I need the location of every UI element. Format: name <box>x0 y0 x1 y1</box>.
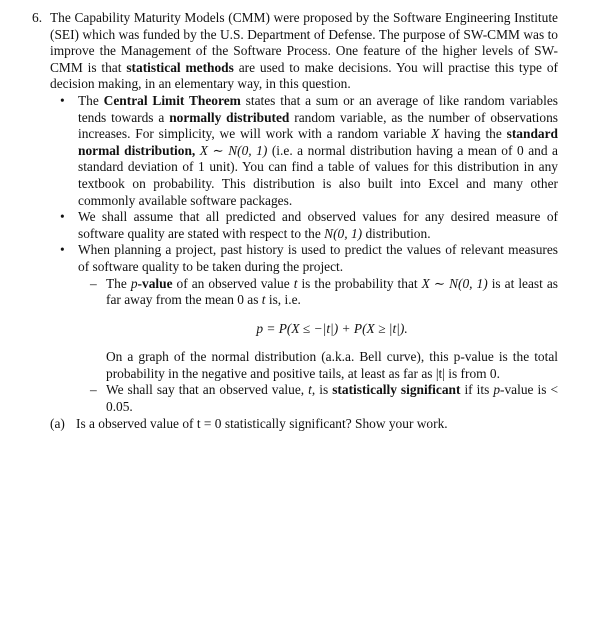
math-expression: X ∼ N(0, 1) <box>195 142 268 158</box>
question-body <box>50 10 558 432</box>
bullet-item-clt <box>60 92 559 209</box>
bullet-icon: • <box>60 92 65 108</box>
math-expression: N(0, 1) <box>324 225 363 241</box>
bullet-icon: • <box>60 209 65 225</box>
bullet-bold: standard normal distribution, <box>78 126 558 158</box>
bullet-text: When planning a project, past history is used to predict the values of relevant measures of software quality to be taken during the project. <box>78 242 558 274</box>
dash-text: is at least as far away from the mean 0 as <box>106 275 559 308</box>
pvalue-formula: p = P(X ≤ −|t|) + P(X ≥ |t|). <box>256 320 408 336</box>
dash-text: , is <box>311 382 333 398</box>
dash-text: is, i.e. <box>265 292 301 308</box>
bullet-item-assume <box>60 209 558 242</box>
intro-text: The Capability Maturity Models (CMM) were proposed by the Software Engineering Institute (SEI) which was funded by the U.S. Department of Defense. The purpose of SW-CMM was to improve the Management of the Software Process. One feature of the higher levels of SW-CMM is that <box>50 10 558 75</box>
math-variable: X <box>431 126 440 142</box>
intro-paragraph <box>50 10 558 93</box>
dash-text: The <box>106 275 131 291</box>
question-6 <box>32 10 558 432</box>
dash-bold: statistically significant <box>332 382 461 398</box>
dash-icon: – <box>90 275 97 291</box>
bullet-text: distribution. <box>362 225 431 241</box>
part-label: (a) <box>50 415 65 431</box>
bullet-text: The <box>78 92 104 108</box>
bullet-bold: normally distributed <box>169 109 290 125</box>
dash-text: of an observed value <box>172 275 294 291</box>
bullet-list <box>50 93 558 416</box>
bullet-bold: Central Limit Theorem <box>103 92 241 108</box>
math-variable: t <box>308 382 312 398</box>
dash-icon: – <box>90 382 97 398</box>
bullet-text: (i.e. a normal distribution having a mean of 0 and a standard deviation of 1 unit). You can find a table of values for this distribution in any textbook on probability. This distribution is also built into Excel and many other commonly available software packages. <box>78 142 558 208</box>
math-variable: p <box>493 382 501 398</box>
dash-item-significance <box>90 382 558 415</box>
intro-bold: statistical methods <box>126 59 234 75</box>
bullet-text: We shall assume that all predicted and observed values for any desired measure of software quality are stated with respect to the <box>78 209 558 241</box>
math-expression: X ∼ N(0, 1) <box>421 275 488 291</box>
bell-curve-note: On a graph of the normal distribution (a.k.a. Bell curve), this p-value is the total probability in the negative and positive tails, at least as far as |t| is from 0. <box>106 349 558 381</box>
math-variable: p <box>130 275 138 291</box>
part-a <box>50 416 558 433</box>
math-variable: t <box>293 275 298 291</box>
dash-item-pvalue <box>90 275 559 383</box>
math-variable: t <box>261 292 266 308</box>
intro-tail: are used to make decisions. You will practise this type of decision making, in an elementary way, in this question. <box>50 59 558 92</box>
dash-text: -value is < 0.05. <box>106 382 558 415</box>
bullet-text: random variable, as the number of observations increases. For simplicity, we will work with a random variable <box>78 109 558 142</box>
bullet-text: having the <box>439 126 507 142</box>
dash-text: if its <box>460 382 494 398</box>
dash-text: is the probability that <box>297 275 422 291</box>
dash-bold: -value <box>137 275 173 291</box>
part-text: Is a observed value of t = 0 statistically significant? Show your work. <box>76 415 448 431</box>
bullet-icon: • <box>60 242 65 258</box>
question-number: 6. <box>32 10 43 25</box>
dash-text: We shall say that an observed value, <box>106 382 309 398</box>
dash-list <box>78 276 558 416</box>
bullet-text: states that a sum or an average of like random variables tends towards a <box>78 92 559 125</box>
bullet-item-planning <box>60 242 559 415</box>
